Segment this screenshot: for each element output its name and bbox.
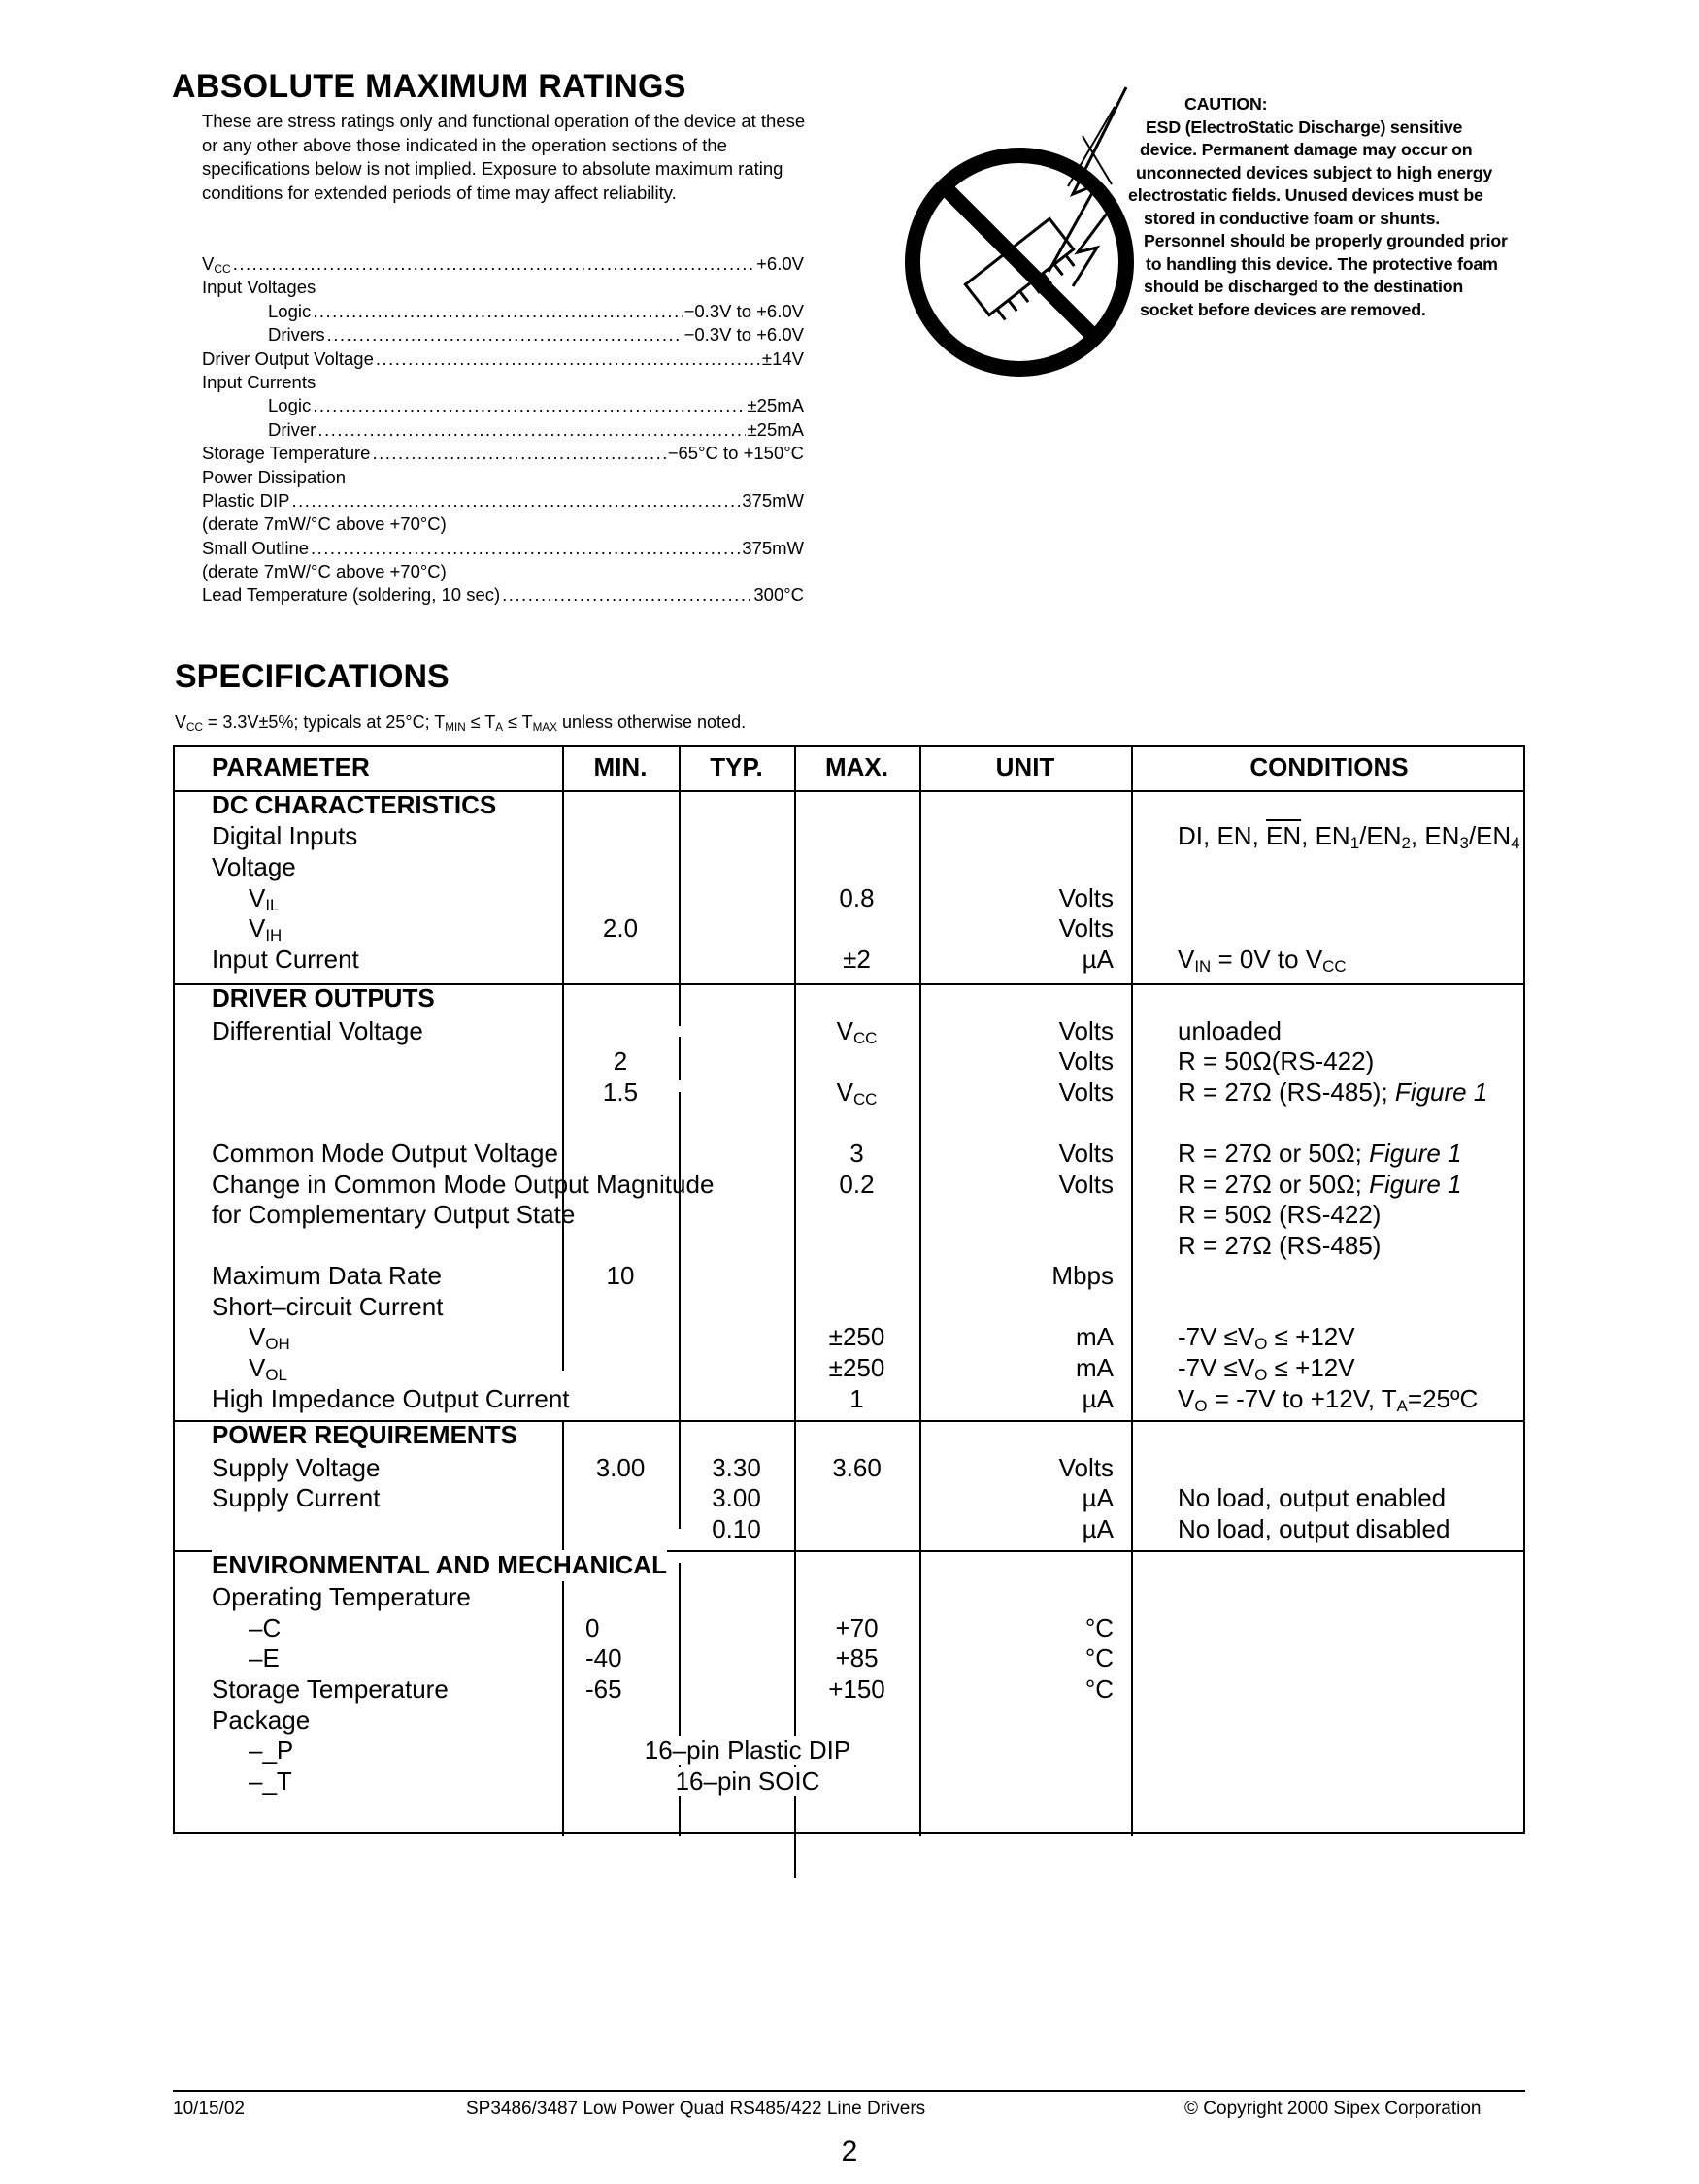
th-conditions: CONDITIONS <box>1249 752 1409 781</box>
th-parameter: PARAMETER <box>212 752 370 781</box>
val-sv-min: 3.00 <box>595 1453 646 1482</box>
unit-dv1: Volts <box>1058 1016 1114 1045</box>
caution-line: Personnel should be properly grounded prior <box>1144 231 1508 250</box>
val-sv-max: 3.60 <box>832 1453 882 1482</box>
cond-chg: R = 27Ω or 50Ω; Figure 1 <box>1178 1170 1462 1199</box>
param-high-impedance: High Impedance Output Current <box>212 1384 570 1413</box>
val-e-min: -40 <box>585 1643 622 1672</box>
val-chg-max: 0.2 <box>839 1170 875 1199</box>
caution-line: unconnected devices subject to high energy <box>1136 162 1493 182</box>
param-change-cm: Change in Common Mode Output Magnitude <box>212 1170 715 1199</box>
param-input-current: Input Current <box>212 944 359 974</box>
param-voltage: Voltage <box>212 852 296 881</box>
footer-copyright: © Copyright 2000 Sipex Corporation <box>1184 2099 1482 2119</box>
unit-vol: mA <box>1076 1353 1114 1382</box>
cond-sc2: No load, output disabled <box>1178 1514 1450 1543</box>
caution-line: socket before devices are removed. <box>1140 299 1426 319</box>
rating-input-currents: Input Currents <box>202 371 316 392</box>
th-max: MAX. <box>825 752 888 781</box>
cond-sc1: No load, output enabled <box>1178 1483 1447 1512</box>
val-sv-typ: 3.30 <box>712 1453 761 1482</box>
rating-derate-2: (derate 7mW/°C above +70°C) <box>202 561 447 582</box>
val-st-min: -65 <box>585 1674 622 1704</box>
unit-vih: Volts <box>1058 913 1114 943</box>
param-p: –_P <box>249 1736 294 1765</box>
esd-caution-text <box>1128 93 1544 321</box>
val-cm-max: 3 <box>850 1139 864 1168</box>
rating-storage-temp: Storage Temperature ..... −65°C to +150°C <box>202 442 804 465</box>
section-power: POWER REQUIREMENTS <box>212 1420 517 1449</box>
caution-line: device. Permanent damage may occur on <box>1140 140 1473 159</box>
table-rule <box>1131 747 1133 1836</box>
val-vol-max: ±250 <box>828 1353 885 1382</box>
param-supply-current: Supply Current <box>212 1483 381 1512</box>
footer-rule <box>173 2090 1525 2092</box>
param-operating-temp: Operating Temperature <box>212 1582 471 1611</box>
abs-max-intro: These are stress ratings only and functional operation of the device at these or any other above those indicated in the operation sections of the specifications below is not implied. Exposure to absolute maximum rating conditions for extended periods of time may affect reliability. <box>202 111 806 203</box>
unit-hz: µA <box>1082 1384 1114 1413</box>
unit-c: °C <box>1084 1613 1114 1642</box>
val-ic-max: ±2 <box>843 944 871 974</box>
spec-table <box>173 745 1525 1834</box>
val-vil-max: 0.8 <box>839 883 875 912</box>
unit-e: °C <box>1084 1643 1114 1672</box>
cond-voh: $-7V \le V_O \le +12V$ <box>1178 1322 1355 1354</box>
caution-line: should be discharged to the destination <box>1144 277 1464 296</box>
rating-logic-current: Logic ..... ±25mA <box>202 394 804 417</box>
val-c-min: 0 <box>585 1613 600 1642</box>
page-number: 2 <box>841 2135 858 2167</box>
footer-date: 10/15/02 <box>173 2099 245 2119</box>
footer-title: SP3486/3487 Low Power Quad RS485/422 Line Drivers <box>466 2099 926 2119</box>
rating-plastic-dip: Plastic DIP ..... 375mW <box>202 489 804 513</box>
param-digital-inputs: Digital Inputs <box>212 821 358 850</box>
val-e-max: +85 <box>835 1643 879 1672</box>
rating-drivers-voltage: Drivers ..... −0.3V to +6.0V <box>202 323 804 347</box>
caution-line: ESD (ElectroStatic Discharge) sensitive <box>1146 116 1463 137</box>
cond-digital-inputs: DI, EN, $\overline{EN}$, $EN_1/EN_2$, $EN_3/EN_4$ <box>1178 821 1520 853</box>
unit-dv3: Volts <box>1058 1077 1114 1107</box>
rating-input-voltages: Input Voltages <box>202 277 316 298</box>
val-dv2-min: 2 <box>613 1046 628 1075</box>
caution-line: electrostatic fields. Unused devices must be <box>1128 185 1483 205</box>
section-dc: DC CHARACTERISTICS <box>212 790 497 819</box>
caution-line: to handling this device. The protective foam <box>1146 253 1498 274</box>
rating-vcc: $V_{CC}$ ..... +6.0V <box>202 252 804 276</box>
cond-chg-3: R = 27Ω (RS-485) <box>1178 1231 1382 1260</box>
ratings-list <box>202 252 804 608</box>
cond-hz: $V_O = -7V$ to +12V, $T_A=25ºC$ <box>1178 1384 1479 1416</box>
param-vil: $V_{IL}$ <box>249 883 280 915</box>
val-dv3-max: $V_{CC}$ <box>836 1077 878 1109</box>
cond-cm: R = 27Ω or 50Ω; Figure 1 <box>1178 1139 1462 1168</box>
cond-dv2: R = 50Ω(RS-422) <box>1178 1046 1375 1075</box>
rating-driver-current: Driver ..... ±25mA <box>202 418 804 442</box>
unit-sc1: µA <box>1082 1483 1114 1512</box>
param-package: Package <box>212 1705 311 1735</box>
unit-sc2: µA <box>1082 1514 1114 1543</box>
table-rule <box>679 790 681 1026</box>
val-mdr-min: 10 <box>606 1261 635 1290</box>
param-short-circuit: Short–circuit Current <box>212 1292 444 1321</box>
val-hz-max: 1 <box>850 1384 864 1413</box>
val-sc1-typ: 3.00 <box>712 1483 761 1512</box>
param-voh: $V_{OH}$ <box>249 1322 290 1354</box>
val-voh-max: ±250 <box>828 1322 885 1351</box>
param-storage-temp: Storage Temperature <box>212 1674 449 1704</box>
val-vih-min: 2.0 <box>602 913 639 943</box>
cond-chg-2: R = 50Ω (RS-422) <box>1178 1200 1382 1229</box>
param-max-data-rate: Maximum Data Rate <box>212 1261 442 1290</box>
table-rule <box>679 1037 681 1080</box>
unit-vil: Volts <box>1058 883 1114 912</box>
param-diff-voltage: Differential Voltage <box>212 1016 423 1045</box>
unit-st: °C <box>1084 1674 1114 1704</box>
param-t: –_T <box>249 1767 292 1796</box>
rating-power-diss: Power Dissipation <box>202 466 347 487</box>
val-c-max: +70 <box>835 1613 879 1642</box>
unit-voh: mA <box>1076 1322 1114 1351</box>
cond-ic: $V_{IN} = 0V$ to $V_{CC}$ <box>1178 944 1347 976</box>
unit-chg: Volts <box>1058 1170 1114 1199</box>
unit-cm: Volts <box>1058 1139 1114 1168</box>
unit-sv: Volts <box>1058 1453 1114 1482</box>
val-dv1-max: $V_{CC}$ <box>836 1016 878 1048</box>
rating-logic-voltage: Logic ..... −0.3V to +6.0V <box>202 300 804 323</box>
rating-small-outline: Small Outline ..... 375mW <box>202 537 804 560</box>
th-unit: UNIT <box>995 752 1055 781</box>
rating-lead-temp: Lead Temperature (soldering, 10 sec) ..... 300°C <box>202 583 804 607</box>
param-c: –C <box>249 1613 282 1642</box>
unit-dv2: Volts <box>1058 1046 1114 1075</box>
param-e: –E <box>249 1643 280 1672</box>
rating-driver-output: Driver Output Voltage ..... ±14V <box>202 347 804 371</box>
caution-line: CAUTION: <box>1184 94 1268 114</box>
abs-max-title: ABSOLUTE MAXIMUM RATINGS <box>172 68 686 105</box>
cond-dv1: unloaded <box>1178 1016 1282 1045</box>
param-complementary: for Complementary Output State <box>212 1200 576 1229</box>
val-st-max: +150 <box>828 1674 885 1704</box>
cond-vol: $-7V \le V_O \le +12V$ <box>1178 1353 1355 1385</box>
val-dv3-min: 1.5 <box>602 1077 639 1107</box>
param-vih: $V_{IH}$ <box>249 913 283 945</box>
caution-line: stored in conductive foam or shunts. <box>1144 208 1440 228</box>
val-package-t: 16–pin SOIC <box>675 1767 820 1796</box>
spec-note: $V_{CC} = 3.3V\pm 5\%$; typicals at 25°C; $T_{MIN} \le T_A \le T_{MAX}$ unless otherwise noted. <box>175 712 747 734</box>
section-driver: DRIVER OUTPUTS <box>212 983 435 1012</box>
section-env: ENVIRONMENTAL AND MECHANICAL <box>212 1550 667 1579</box>
unit-ic: µA <box>1082 944 1114 974</box>
param-supply-voltage: Supply Voltage <box>212 1453 381 1482</box>
unit-mdr: Mbps <box>1051 1261 1114 1290</box>
val-package-p: 16–pin Plastic DIP <box>644 1736 851 1765</box>
th-typ: TYP. <box>710 752 763 781</box>
th-min: MIN. <box>593 752 648 781</box>
cond-dv3: R = 27Ω (RS-485); Figure 1 <box>1178 1077 1488 1107</box>
spec-title: SPECIFICATIONS <box>175 658 450 695</box>
param-common-mode: Common Mode Output Voltage <box>212 1139 558 1168</box>
val-sc2-typ: 0.10 <box>712 1514 761 1543</box>
rating-derate-1: (derate 7mW/°C above +70°C) <box>202 513 447 535</box>
param-vol: $V_{OL}$ <box>249 1353 287 1385</box>
